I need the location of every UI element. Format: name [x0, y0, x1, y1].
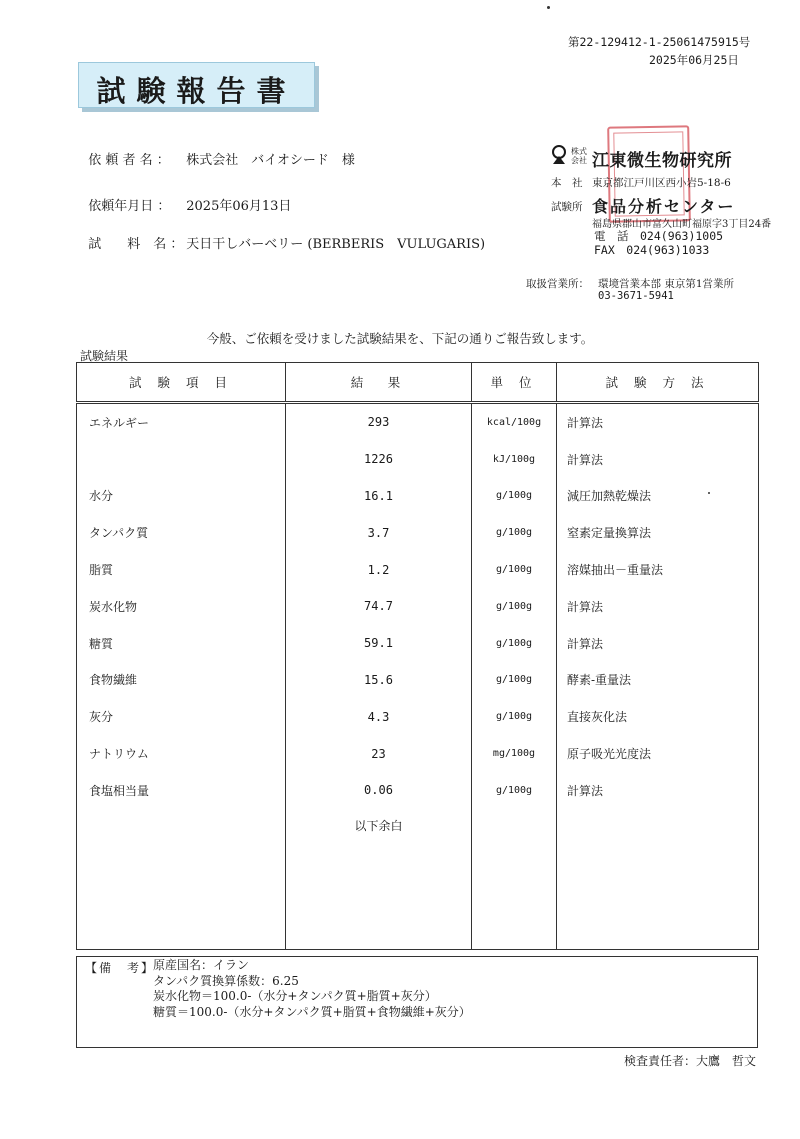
row-method: 計算法 [557, 588, 759, 625]
report-number: 第22-129412-1-25061475915号 [568, 35, 751, 49]
row-method: 直接灰化法 [557, 698, 759, 735]
row-item: 脂質 [77, 551, 286, 588]
sample-field [80, 218, 485, 252]
company-name: 江東微生物研究所 [592, 151, 732, 171]
table-row [77, 735, 759, 772]
report-date: 2025年06月25日 [649, 53, 739, 67]
end-note-text: 以下余白 [354, 818, 403, 833]
row-method: 溶媒抽出－重量法 [557, 551, 759, 588]
request-date-field [80, 180, 291, 214]
row-method: 減圧加熱乾燥法 [557, 478, 759, 515]
row-unit: g/100g [472, 551, 557, 588]
row-item: 食物繊維 [77, 662, 286, 699]
sample-label: 試 料 名 ： [88, 237, 184, 252]
row-method: 窒素定量換算法 [557, 514, 759, 551]
lab-address: 福島県郡山市富久山町福原字3丁目24番 [592, 219, 772, 230]
row-method: 酵素-重量法 [557, 662, 759, 699]
table-row [77, 514, 759, 551]
branch-tel: 03-3671-5941 [598, 290, 674, 302]
row-method: 計算法 [557, 441, 759, 478]
table-row [77, 662, 759, 699]
row-item [77, 441, 286, 478]
remarks-box [76, 956, 758, 1048]
row-method: 計算法 [557, 625, 759, 662]
report-title: 試験報告書 [96, 74, 297, 108]
scan-speck [708, 492, 710, 494]
row-value: 1226 [286, 441, 472, 478]
row-unit: g/100g [472, 772, 557, 809]
row-unit: g/100g [472, 625, 557, 662]
row-item: 水分 [77, 478, 286, 515]
header-unit: 単 位 [472, 363, 557, 403]
row-item: ナトリウム [77, 735, 286, 772]
sample-value: 天日干しバーベリー (BERBERIS VULUGARIS) [186, 237, 486, 252]
lab-fax: FAX 024(963)1033 [594, 243, 710, 257]
row-item: 糖質 [77, 625, 286, 662]
row-value: 1.2 [286, 551, 472, 588]
table-row [77, 588, 759, 625]
row-unit: kcal/100g [472, 403, 557, 441]
row-value: 16.1 [286, 478, 472, 515]
company-logo-icon [549, 144, 569, 166]
client-label: 依 頼 者 名 ： [88, 153, 170, 168]
row-method: 原子吸光光度法 [557, 735, 759, 772]
header-method: 試 験 方 法 [557, 363, 759, 403]
row-method: 計算法 [557, 772, 759, 809]
table-row [77, 478, 759, 515]
row-item: 灰分 [77, 698, 286, 735]
lab-label: 試験所 [551, 201, 583, 213]
row-value: 59.1 [286, 625, 472, 662]
request-date-value: 2025年06月13日 [186, 199, 292, 214]
row-value: 3.7 [286, 514, 472, 551]
row-value: 4.3 [286, 698, 472, 735]
row-item: 炭水化物 [77, 588, 286, 625]
results-table [76, 362, 759, 950]
inspector: 検査責任者：大鷹 哲文 [623, 1054, 756, 1068]
table-row [77, 625, 759, 662]
row-item: 食塩相当量 [77, 772, 286, 809]
row-value: 293 [286, 403, 472, 441]
remarks-line: タンパク質換算係数：6.25 [153, 973, 299, 988]
row-value: 23 [286, 735, 472, 772]
table-row [77, 698, 759, 735]
end-note [286, 809, 472, 950]
table-end-row [77, 809, 759, 950]
table-row [77, 551, 759, 588]
remarks-line: 原産国名：イラン [153, 958, 250, 972]
row-item: エネルギー [77, 403, 286, 441]
row-unit: g/100g [472, 588, 557, 625]
branch-name: 環境営業本部 東京第1営業所 [598, 278, 735, 290]
row-unit: g/100g [472, 662, 557, 699]
end-method-cell [557, 809, 759, 950]
lab-name: 食品分析センター [592, 197, 736, 216]
client-value: 株式会社 バイオシード 様 [186, 153, 355, 168]
row-value: 15.6 [286, 662, 472, 699]
scan-speck [547, 6, 550, 9]
table-row [77, 772, 759, 809]
company-prefix: 株式 会社 [571, 147, 587, 165]
row-item: タンパク質 [77, 514, 286, 551]
head-office-address: 東京都江戸川区西小岩5-18-6 [592, 177, 731, 189]
row-unit: g/100g [472, 478, 557, 515]
row-value: 74.7 [286, 588, 472, 625]
row-unit: g/100g [472, 698, 557, 735]
lab-tel: 電 話 024(963)1005 [594, 229, 724, 243]
remarks-label: 【備 考】 [85, 961, 156, 975]
branch-label: 取扱営業所： [526, 278, 589, 290]
intro-text: 今般、ご依頼を受けました試験結果を、下記の通りご報告致します。 [206, 331, 594, 346]
row-unit: kJ/100g [472, 441, 557, 478]
row-unit: mg/100g [472, 735, 557, 772]
table-row [77, 403, 759, 441]
head-office-label: 本 社 [551, 177, 583, 189]
row-unit: g/100g [472, 514, 557, 551]
end-item-cell [77, 809, 286, 950]
remarks-lines [153, 958, 471, 1020]
end-unit-cell [472, 809, 557, 950]
results-label: 試験結果 [80, 349, 129, 363]
table-header-row [77, 363, 759, 403]
remarks-line: 炭水化物＝100.0-（水分+タンパク質+脂質+灰分） [153, 989, 437, 1003]
header-test-item: 試 験 項 目 [77, 363, 286, 403]
row-method: 計算法 [557, 403, 759, 441]
report-title-box [78, 62, 315, 108]
request-date-label: 依頼年月日 ： [88, 199, 171, 214]
row-value: 0.06 [286, 772, 472, 809]
remarks-line: 糖質＝100.0-（水分+タンパク質+脂質+食物繊維+灰分） [153, 1004, 471, 1019]
table-row [77, 441, 759, 478]
client-field [80, 134, 355, 168]
header-result: 結 果 [286, 363, 472, 403]
